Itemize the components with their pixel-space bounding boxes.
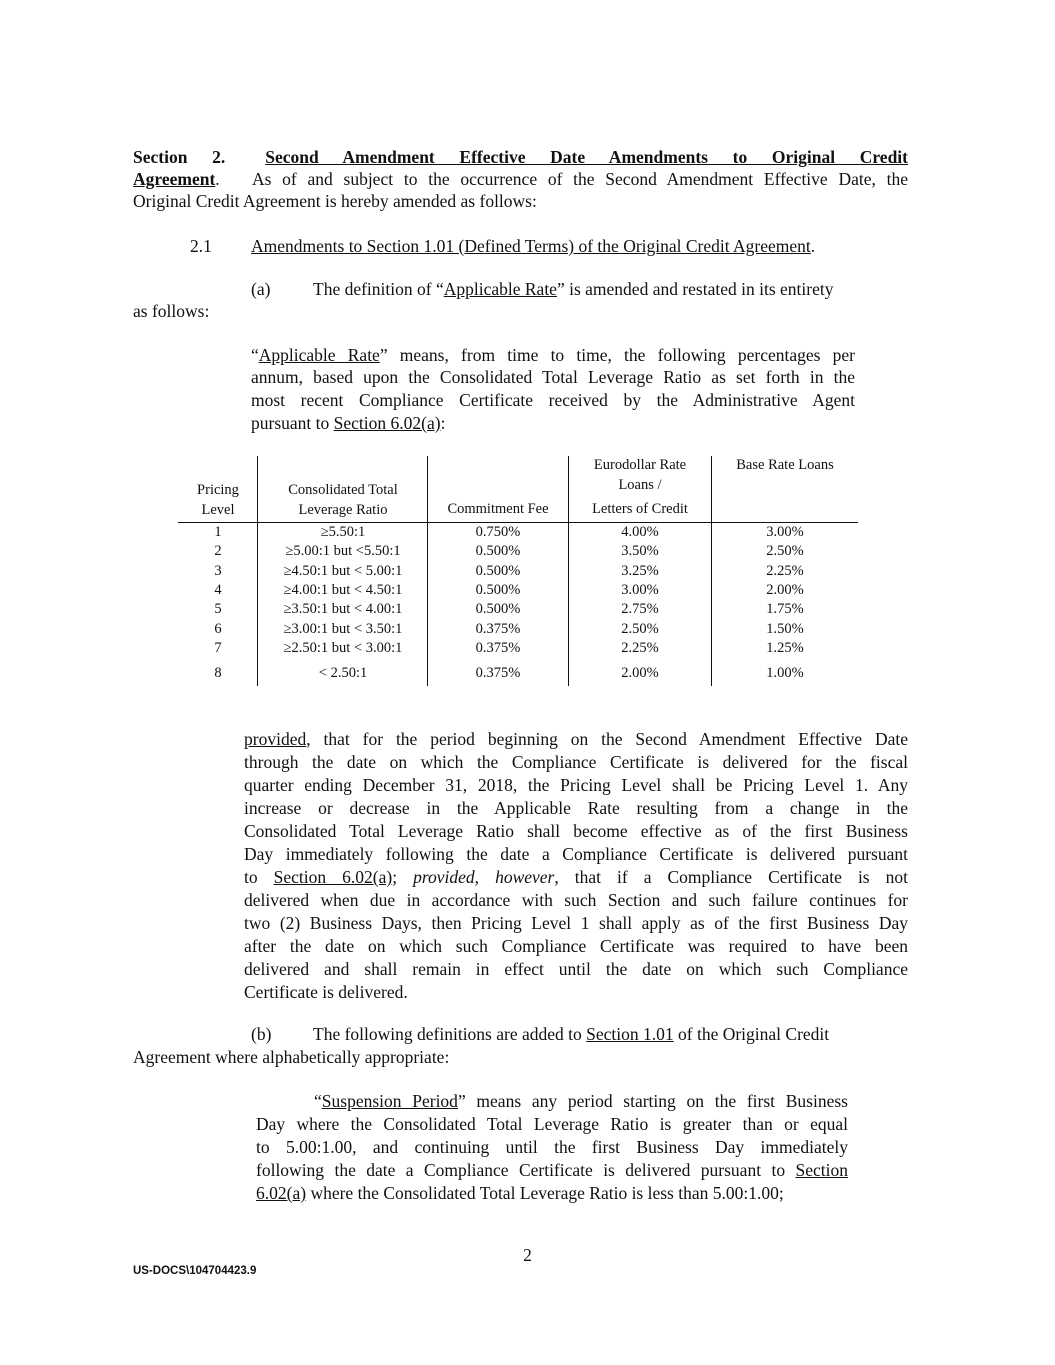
- para-b-text: of the Original Credit: [673, 1024, 830, 1044]
- table-cell-euro: 3.00%: [621, 581, 659, 598]
- suspension-line: to 5.00:1.00, and continuing until the first Business Day immediately: [256, 1137, 848, 1157]
- definition-last-suffix: :: [440, 413, 446, 433]
- table-cell-fee: 0.375%: [475, 620, 521, 637]
- table-cell-level: 4: [214, 581, 222, 598]
- table-cell-level: 8: [214, 665, 222, 682]
- para-a-line2: as follows:: [133, 301, 210, 321]
- table-cell-level: 3: [214, 562, 222, 579]
- proviso-text: to: [244, 867, 274, 887]
- header-pricing-level: [178, 481, 258, 520]
- header-text: Eurodollar Rate: [593, 457, 687, 473]
- proviso-line: quarter ending December 31, 2018, the Pricing Level shall be Pricing Level 1. Any: [244, 775, 908, 795]
- suspension-ref: Section: [795, 1160, 848, 1180]
- table-cell-fee: 0.500%: [475, 601, 521, 618]
- table-cell-ratio: ≥4.50:1 but < 5.00:1: [283, 562, 403, 579]
- header-text: Pricing: [197, 482, 239, 498]
- proviso-line1: [244, 728, 908, 751]
- table-cell-base: 1.00%: [766, 665, 804, 682]
- section-heading-cont: Agreement: [133, 169, 216, 189]
- suspension-line5: [256, 1182, 784, 1205]
- table-cell-level: 2: [214, 543, 222, 560]
- para-a-text-end: ” is amended and restated in its entirety: [556, 279, 834, 299]
- header-text: Letters of Credit: [592, 501, 688, 517]
- table-cell-euro: 3.50%: [621, 543, 659, 560]
- table-cell-euro: 4.00%: [621, 524, 659, 540]
- proviso-text: , that for the period beginning on the Second Amendment Effective Date: [306, 729, 908, 749]
- proviso-line: delivered and shall remain in effect until the date on which such Compliance: [244, 959, 908, 979]
- table-cell-ratio: ≥5.00:1 but <5.50:1: [285, 543, 401, 560]
- sub-number: 2.1: [190, 236, 212, 256]
- suspension-text: ” means any period starting on the first Business: [457, 1091, 848, 1111]
- table-cell-base: 2.50%: [766, 543, 804, 560]
- proviso-line: increase or decrease in the Applicable Rate resulting from a change in the: [244, 798, 908, 818]
- table-cell-base: 1.75%: [766, 601, 804, 618]
- definition-line1: [251, 344, 855, 367]
- table-cell-fee: 0.375%: [475, 665, 521, 682]
- table-cell-euro: 2.50%: [621, 620, 659, 637]
- suspension-line4: [256, 1159, 848, 1182]
- suspension-term: Suspension Period: [321, 1091, 458, 1111]
- para-b-line2: Agreement where alphabetically appropriate:: [133, 1047, 450, 1067]
- table-cell-fee: 0.500%: [475, 543, 521, 560]
- table-cell-level: 7: [214, 639, 222, 656]
- proviso-ref: Section 6.02(a): [273, 867, 393, 887]
- section-number: Section 2.: [133, 147, 226, 167]
- suspension-ref: 6.02(a): [256, 1183, 307, 1203]
- table-cell-base: 2.00%: [766, 581, 804, 598]
- table-cell-fee: 0.375%: [475, 639, 521, 656]
- table-cell-level: 6: [214, 620, 222, 637]
- header-fee: Commitment Fee: [447, 501, 549, 517]
- para-a-label: (a): [251, 279, 271, 299]
- proviso-text: , that if a Compliance Certificate is not: [554, 867, 909, 887]
- para-a-text: The definition of “: [313, 279, 444, 299]
- proviso-italic: provided: [413, 867, 475, 887]
- header-text: Loans /: [618, 476, 662, 493]
- proviso-line: after the date on which such Compliance Certificate was required to have been: [244, 936, 908, 956]
- table-cell-ratio: ≥5.50:1: [320, 524, 366, 540]
- proviso-italic: however: [495, 867, 555, 887]
- proviso-line: delivered when due in accordance with such Section and such failure continues for: [244, 890, 908, 910]
- table-cell-base: 2.25%: [766, 562, 804, 579]
- proviso-line7: [244, 866, 908, 889]
- para-b-line1: [313, 1023, 829, 1046]
- table-cell-euro: 2.00%: [621, 665, 659, 682]
- section-body-1: As of and subject to the occurrence of the Second Amendment Effective Date, the: [251, 169, 908, 189]
- sub-heading-line: Amendments to Section 1.01 (Defined Terms) of the Original Credit Agreement.: [251, 236, 816, 256]
- table-cell-base: 3.00%: [766, 524, 804, 540]
- suspension-text: following the date a Compliance Certificate is delivered pursuant to: [256, 1160, 796, 1180]
- table-cell-fee: 0.500%: [475, 562, 521, 579]
- table-cell-ratio: < 2.50:1: [318, 665, 368, 682]
- proviso-word: provided: [244, 729, 307, 749]
- suspension-line: Day where the Consolidated Total Leverage Ratio is greater than or equal: [256, 1114, 848, 1134]
- sub-heading: Amendments to Section 1.01 (Defined Terms) of the Original Credit Agreement: [251, 236, 811, 256]
- table-cell-ratio: ≥3.50:1 but < 4.00:1: [283, 601, 403, 618]
- table-cell-base: 1.25%: [766, 639, 804, 656]
- header-text: Level: [201, 501, 235, 518]
- header-ratio: [258, 481, 428, 520]
- table-cell-base: 1.50%: [766, 620, 804, 637]
- proviso-text: ,: [474, 867, 496, 887]
- table-cell-euro: 2.75%: [621, 601, 659, 618]
- definition-quote: “: [251, 345, 259, 365]
- definition-line2: annum, based upon the Consolidated Total Leverage Ratio as set forth in the: [251, 367, 855, 387]
- proviso-line: through the date on which the Compliance Certificate is delivered for the fiscal: [244, 752, 908, 772]
- table-cell-level: 1: [214, 524, 222, 540]
- header-eurodollar: [569, 456, 711, 520]
- suspension-line1: [314, 1090, 848, 1113]
- definition-term: Applicable Rate: [258, 345, 380, 365]
- table-cell-euro: 2.25%: [621, 639, 659, 656]
- section-heading-line1: [133, 146, 908, 169]
- proviso-line: Day immediately following the date a Compliance Certificate is delivered pursuant: [244, 844, 908, 864]
- para-b-text: The following definitions are added to: [313, 1024, 587, 1044]
- para-b-ref: Section 1.01: [586, 1024, 674, 1044]
- pricing-table: [178, 456, 858, 686]
- proviso-text: ;: [392, 867, 414, 887]
- section-line2: Agreement. As of and subject to the occurrence of the Second Amendment Effective Date, the: [133, 169, 908, 189]
- proviso-last: Certificate is delivered.: [244, 982, 408, 1002]
- document-id: US-DOCS\104704423.9: [133, 1265, 257, 1277]
- table-cell-fee: 0.500%: [475, 581, 521, 598]
- table-cell-fee: 0.750%: [475, 524, 521, 540]
- table-cell-euro: 3.25%: [621, 562, 659, 579]
- definition-line4: [251, 412, 445, 435]
- definition-line3: most recent Compliance Certificate received by the Administrative Agent: [251, 390, 855, 410]
- proviso-line: two (2) Business Days, then Pricing Level 1 shall apply as of the first Business Day: [244, 913, 908, 933]
- definition-ref: Section 6.02(a): [333, 413, 441, 433]
- header-text: Leverage Ratio: [298, 501, 388, 518]
- definition-last-prefix: pursuant to: [251, 413, 334, 433]
- proviso-line: Consolidated Total Leverage Ratio shall become effective as of the first Business: [244, 821, 908, 841]
- para-b-label: (b): [251, 1024, 272, 1044]
- para-a-term: Applicable Rate: [443, 279, 557, 299]
- header-text: Consolidated Total: [288, 482, 398, 498]
- para-a-line1: [313, 278, 833, 301]
- table-cell-level: 5: [214, 601, 222, 618]
- suspension-quote: “: [314, 1091, 322, 1111]
- section-heading: Second Amendment Effective Date Amendments to Original Credit: [265, 147, 908, 167]
- header-base-rate: Base Rate Loans: [736, 457, 834, 473]
- table-cell-ratio: ≥4.00:1 but < 4.50:1: [283, 581, 403, 598]
- definition-text-1: ” means, from time to time, the following percentages per: [379, 345, 855, 365]
- suspension-text: where the Consolidated Total Leverage Ratio is less than 5.00:1.00;: [306, 1183, 784, 1203]
- table-cell-ratio: ≥3.00:1 but < 3.50:1: [283, 620, 403, 637]
- page-number: 2: [523, 1245, 532, 1265]
- section-body-2: Original Credit Agreement is hereby amended as follows:: [133, 191, 537, 211]
- table-cell-ratio: ≥2.50:1 but < 3.00:1: [283, 639, 403, 656]
